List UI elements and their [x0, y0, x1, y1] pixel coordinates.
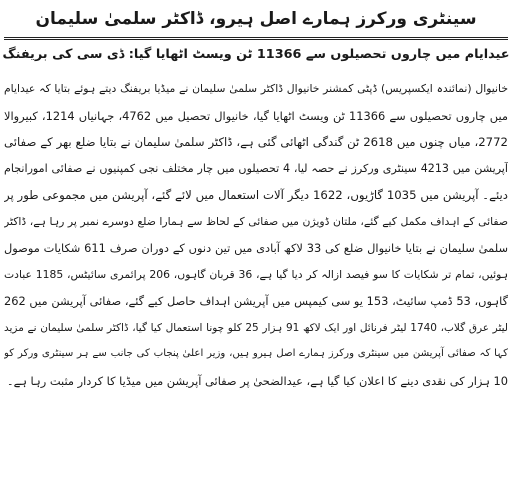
body-line: 2772، میاں چنوں میں 2618 ٹن گندگی اٹھائی گئی ہے، ڈاکٹر سلمیٰ سلیمان نے بتایا ضلع بھر کے صفائی [4, 135, 508, 149]
body-line: کہا کہ صفائی آپریشن میں سینٹری ورکرز ہمارے اصل ہیرو ہیں، وزیر اعلیٰ پنجاب کی جانب سے ہر سینٹری ورکر کو [4, 348, 508, 359]
body-line: لیٹر عرق گلاب، 1740 لیٹر فرنائل اور ایک لاکھ 91 ہزار 25 کلو چونا استعمال کیا گیا، ڈاکٹر سلمیٰ سلیمان نے مزید [4, 321, 508, 334]
body-line: گاہوں، 53 ڈمپ سائیٹ، 153 یو سی کیمپس میں آپریشن اہداف حاصل کیے گئے، صفائی آپریشن میں 262 [4, 294, 508, 308]
subheadline: عیدایام میں چاروں تحصیلوں سے 11366 ٹن ویسٹ اٹھایا گیا: ڈی سی کی بریفنگ [2, 47, 510, 62]
body-line: دیئے۔ آپریشن میں 1035 گاڑیوں، 1622 دیگر آلات استعمال میں لائے گئے، آپریشن میں مجموعی طور پر [4, 188, 508, 202]
body-line: صفائی کے اہداف مکمل کیے گئے، ملتان ڈویژن میں صفائی کے لحاظ سے ہمارا ضلع دوسرے نمبر پر رہا ہے، ڈاکٹر [4, 214, 508, 228]
headline-divider-second [4, 39, 508, 40]
body-line: خانیوال (نمائندہ ایکسپریس) ڈپٹی کمشنر خانیوال ڈاکٹر سلمیٰ سلیمان نے میڈیا بریفنگ دیتے ہوئے بتایا کہ عیدایام [4, 82, 508, 95]
article-body [4, 76, 508, 500]
body-line: آپریشن میں 4213 سینٹری ورکرز نے حصہ لیا، 4 تحصیلوں میں چار مختلف نجی کمپنیوں نے صفائی امورانجام [4, 161, 508, 175]
body-line: میں چاروں تحصیلوں سے 11366 ٹن ویسٹ اٹھایا گیا، خانیوال تحصیل میں 4762، جہانیاں 1214، کبیروالا [4, 108, 508, 123]
headline-divider [4, 37, 508, 38]
body-line: 10 ہزار کی نقدی دینے کا اعلان کیا گیا ہے، عیدالضحیٰ پر صفائی آپریشن میں میڈیا کا کردار مثبت رہا ہے۔ [6, 373, 508, 388]
headline: سینٹری ورکرز ہمارے اصل ہیرو، ڈاکٹر سلمیٰ سلیمان [35, 9, 477, 29]
body-line: ہوئیں، تمام تر شکایات کا سو فیصد ازالہ کر دیا گیا ہے، 36 قربان گاہوں، 206 پرائمری سائیٹس، 1185 عبادت [4, 267, 508, 281]
body-line: سلمیٰ سلیمان نے بتایا خانیوال ضلع کی 33 لاکھ آبادی میں تین دنوں کے دوران صرف 611 شکایات موصول [4, 241, 508, 255]
